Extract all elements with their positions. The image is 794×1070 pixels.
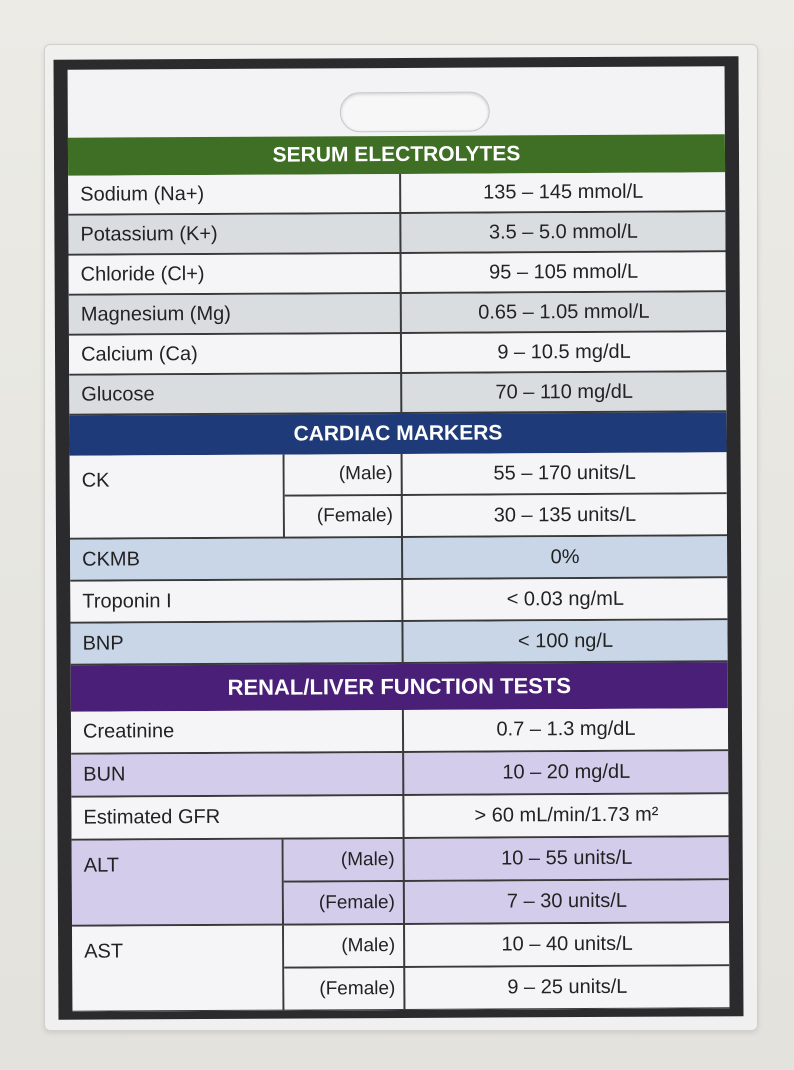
test-range: 3.5 – 5.0 mmol/L <box>488 220 638 244</box>
table-row <box>284 966 729 1011</box>
test-range: 70 – 110 mg/dL <box>495 380 634 403</box>
test-range: 30 – 135 units/L <box>493 503 637 527</box>
test-name: Potassium (K+) <box>68 214 401 254</box>
table-row <box>68 172 725 215</box>
table-row <box>69 332 726 375</box>
test-range: 10 – 40 units/L <box>501 932 633 956</box>
test-name: Glucose <box>69 374 402 414</box>
sex-label: (Female) <box>285 496 403 537</box>
test-range: 7 – 30 units/L <box>506 889 628 913</box>
renal-header: RENAL/LIVER FUNCTION TESTS <box>71 662 728 711</box>
test-range: 55 – 170 units/L <box>493 461 636 485</box>
test-name: BUN <box>71 753 404 796</box>
table-row <box>71 794 728 840</box>
ast-name-cell: AST <box>72 926 284 1012</box>
test-range: 9 – 25 units/L <box>507 975 628 999</box>
cardiac-header: CARDIAC MARKERS <box>69 412 726 455</box>
table-row <box>71 751 728 797</box>
table-row <box>69 372 726 415</box>
table-row <box>284 880 729 925</box>
card-face <box>68 66 730 1011</box>
test-range: 9 – 10.5 mg/dL <box>497 340 631 363</box>
test-name: Magnesium (Mg) <box>69 294 402 334</box>
test-range: < 100 ng/L <box>517 629 614 652</box>
table-row <box>68 212 725 255</box>
table-row <box>285 452 727 496</box>
sex-label: (Female) <box>284 882 405 924</box>
test-range: > 60 mL/min/1.73 m² <box>474 803 659 827</box>
table-row <box>284 923 729 968</box>
table-row <box>285 494 727 538</box>
alt-name-cell: ALT <box>72 840 284 927</box>
test-name: BNP <box>70 622 403 664</box>
table-row <box>284 837 729 882</box>
sex-label: (Male) <box>284 839 405 881</box>
test-range: < 0.03 ng/mL <box>506 587 625 610</box>
test-name: Troponin I <box>70 580 403 622</box>
test-name: Chloride (Cl+) <box>69 254 402 294</box>
test-name: Creatinine <box>71 710 404 753</box>
test-range: 0% <box>550 545 580 568</box>
table-row <box>70 578 727 623</box>
test-range: 10 – 55 units/L <box>501 846 633 870</box>
table-row <box>69 252 726 295</box>
test-name: CKMB <box>70 538 403 580</box>
electrolytes-header: SERUM ELECTROLYTES <box>68 134 725 175</box>
test-name: Sodium (Na+) <box>68 174 401 214</box>
sex-label: (Female) <box>284 968 405 1010</box>
ck-name-cell: CK <box>70 455 285 540</box>
table-row <box>69 292 726 335</box>
table-row <box>70 620 727 665</box>
test-range: 10 – 20 mg/dL <box>502 760 631 784</box>
table-row <box>70 536 727 581</box>
sex-label: (Male) <box>284 925 405 967</box>
test-range: 0.7 – 1.3 mg/dL <box>496 717 636 741</box>
test-range: 0.65 – 1.05 mmol/L <box>478 300 650 324</box>
test-name: Calcium (Ca) <box>69 334 402 374</box>
test-range: 95 – 105 mmol/L <box>489 260 639 284</box>
test-range: 135 – 145 mmol/L <box>483 180 644 204</box>
table-row <box>71 708 728 754</box>
sex-label: (Male) <box>285 454 403 495</box>
test-name: Estimated GFR <box>71 796 404 839</box>
lanyard-slot <box>340 92 490 133</box>
reference-card <box>53 56 743 1020</box>
